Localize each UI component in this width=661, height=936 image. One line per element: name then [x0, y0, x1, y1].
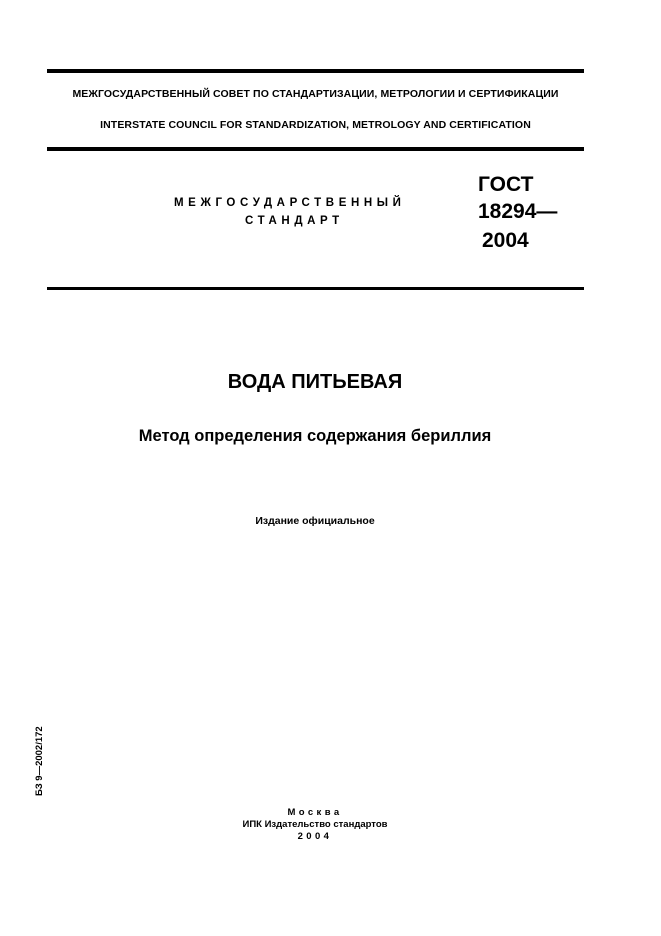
council-name-ru: МЕЖГОСУДАРСТВЕННЫЙ СОВЕТ ПО СТАНДАРТИЗАЦИИ, МЕТРОЛОГИИ И СЕРТИФИКАЦИИ [72, 88, 559, 100]
side-code: БЗ 9—2002/172 [34, 726, 45, 796]
imprint-city: Москва [287, 807, 343, 818]
gost-number: 18294— [478, 200, 558, 223]
top-rule [47, 69, 584, 73]
imprint-year: 2004 [297, 831, 333, 842]
standard-label-line1: МЕЖГОСУДАРСТВЕННЫЙ [174, 197, 406, 209]
document-subtitle: Метод определения содержания бериллия [138, 427, 492, 445]
header-bottom-rule [47, 147, 584, 151]
gost-designation: ГОСТ [478, 173, 534, 196]
gost-year: 2004 [482, 229, 529, 252]
standard-bottom-rule [47, 287, 584, 290]
edition-note: Издание официальное [255, 515, 375, 527]
standard-label-line2: СТАНДАРТ [245, 215, 344, 227]
imprint-publisher: ИПК Издательство стандартов [242, 819, 388, 830]
council-name-en: INTERSTATE COUNCIL FOR STANDARDIZATION, METROLOGY AND CERTIFICATION [100, 119, 531, 131]
document-title: ВОДА ПИТЬЕВАЯ [227, 371, 403, 393]
